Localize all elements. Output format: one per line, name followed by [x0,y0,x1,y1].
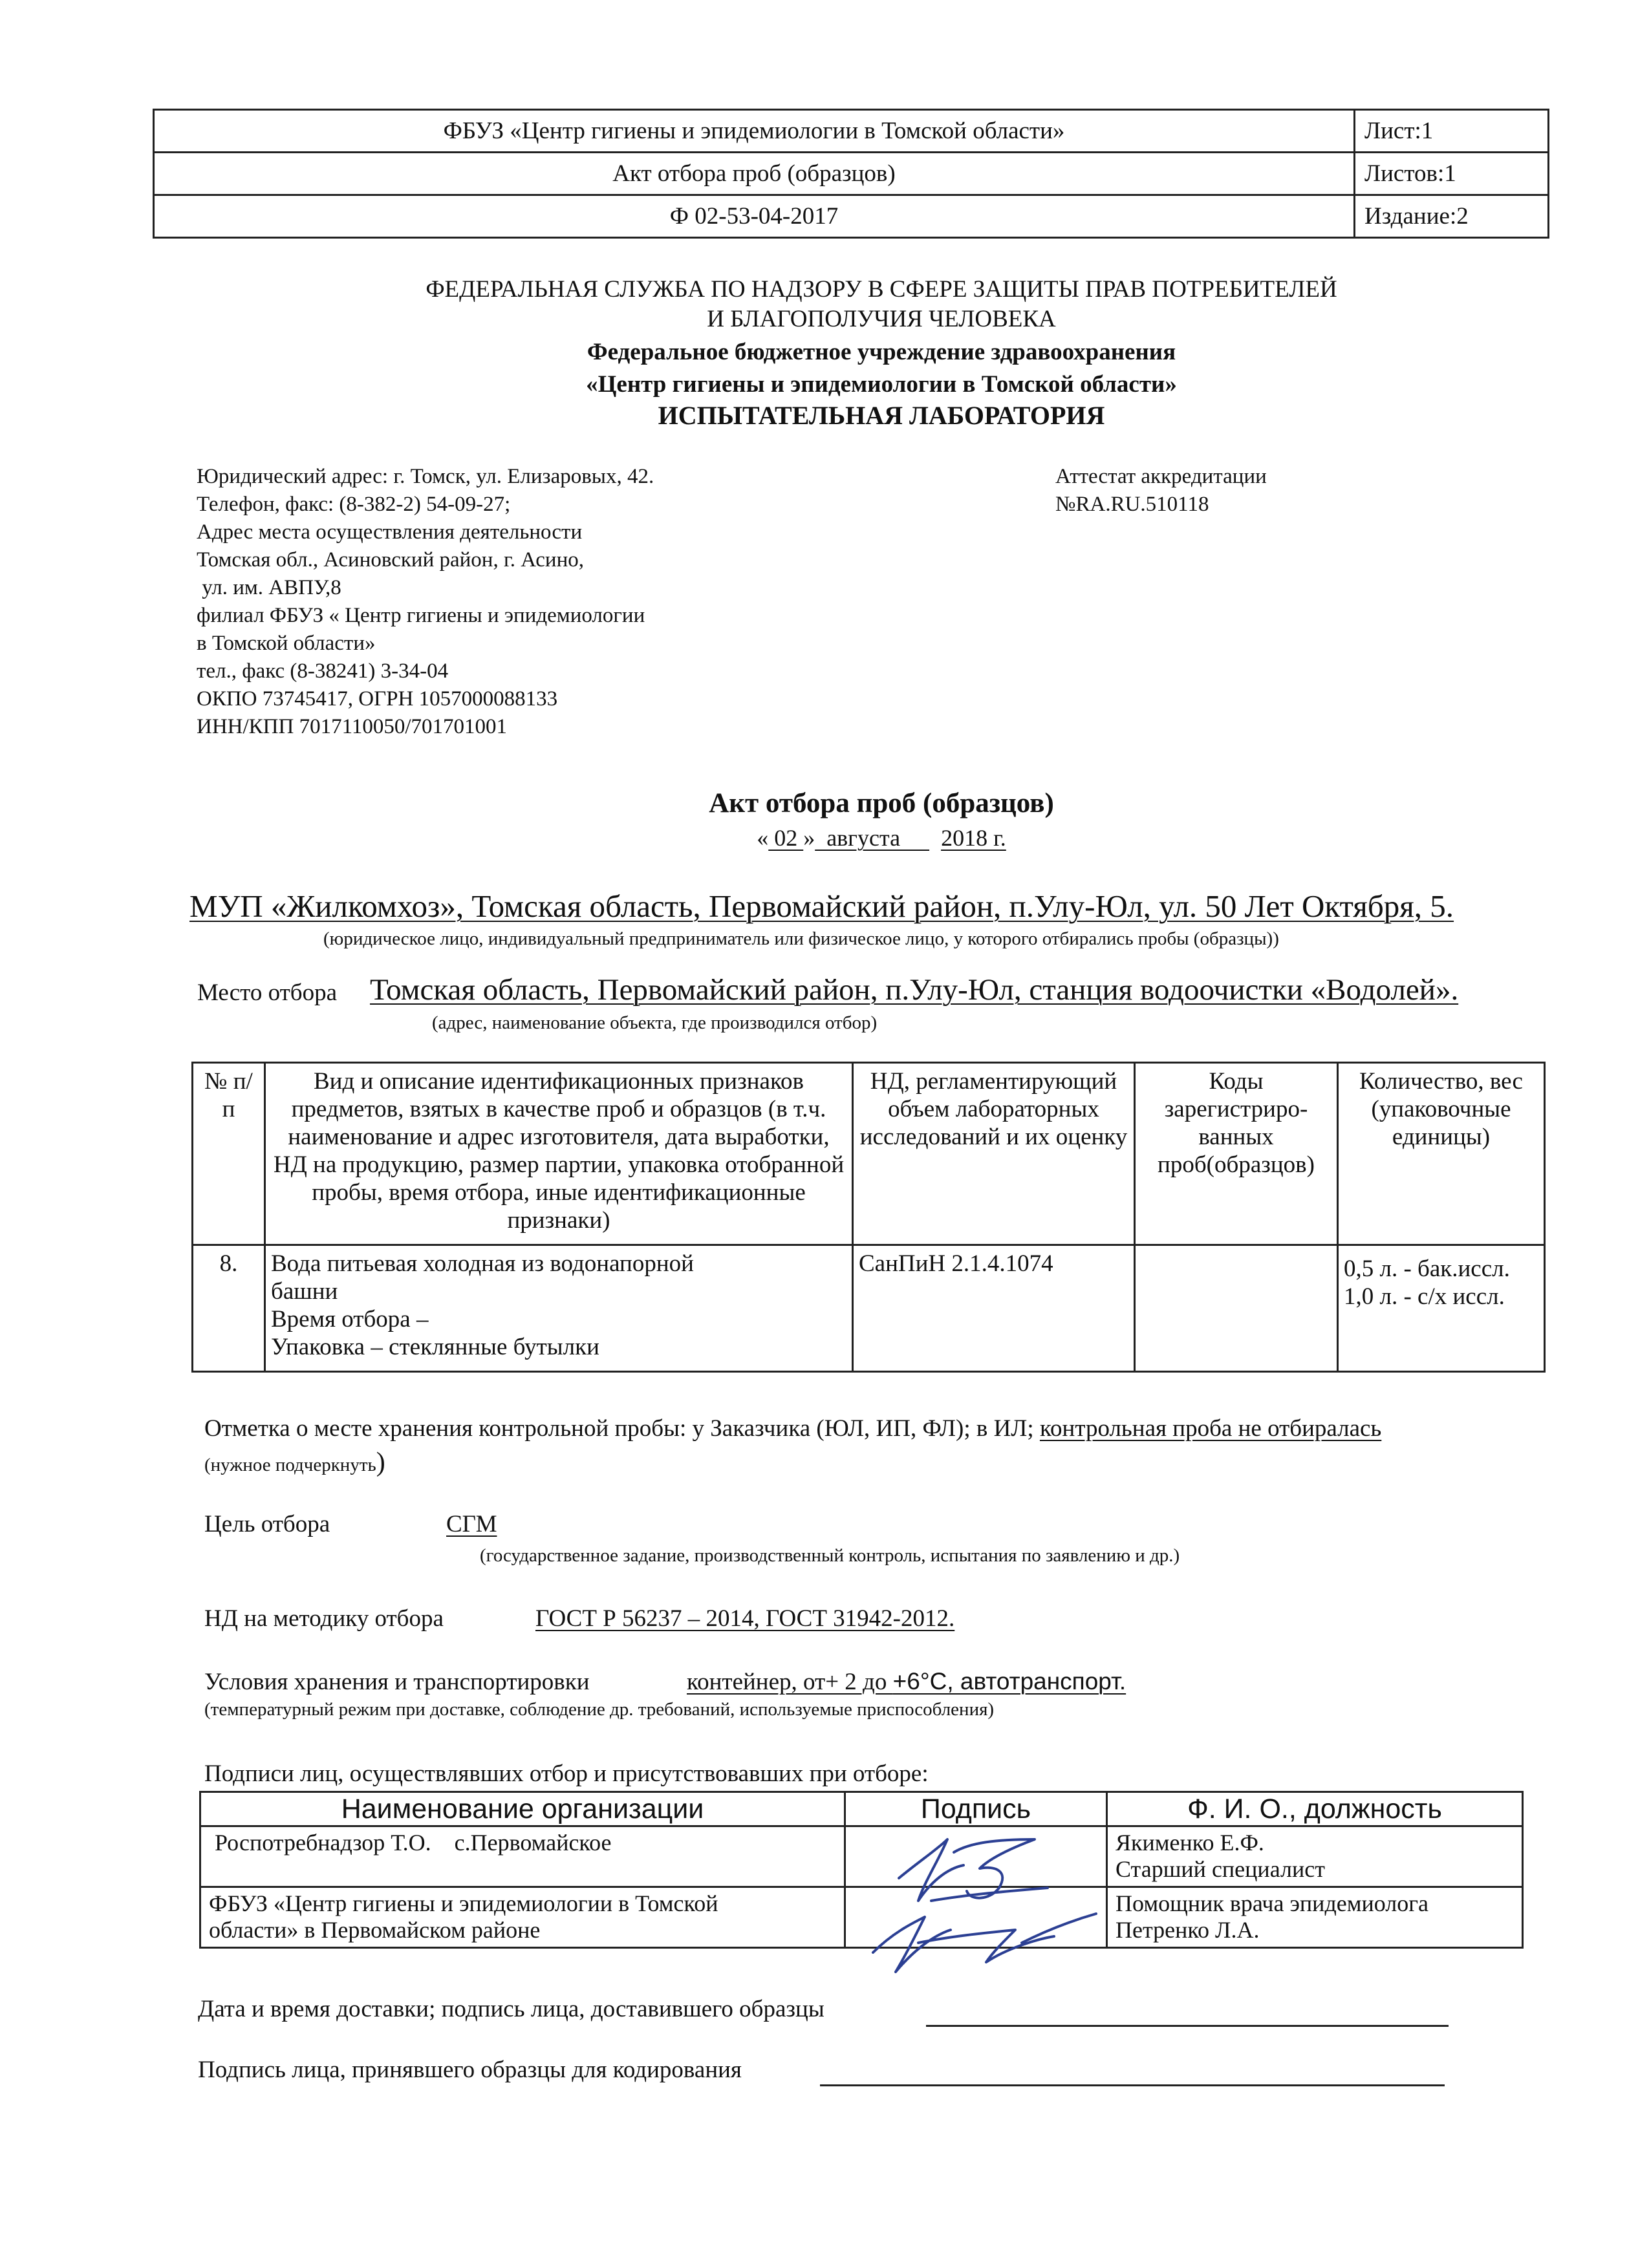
row-desc-line: Время отбора – [271,1306,429,1332]
control-sample-note [204,1447,385,1478]
col-header-num: № п/п [193,1063,265,1245]
accreditation-number: №RA.RU.510118 [1055,493,1209,516]
date-day: 02 [768,825,804,851]
act-date [0,824,1649,851]
coding-signature-line [820,2084,1445,2086]
samples-table [191,1062,1546,1373]
sign-name [1107,1887,1523,1948]
sign-header-name: Ф. И. О., должность [1107,1792,1523,1826]
sign-org [200,1887,845,1948]
place-label: Место отбора [197,979,338,1006]
sign-name-line: Петренко Л.А. [1116,1917,1260,1943]
row-num: 8. [193,1245,265,1372]
address-block [197,463,654,741]
entity-caption: (юридическое лицо, индивидуальный предприниматель или физическое лицо, у которого отбирались пробы (образцы)) [323,928,1279,949]
storage-value-b: +6°С, автотранспорт. [892,1668,1126,1695]
place-caption: (адрес, наименование объекта, где производился отбор) [432,1012,878,1033]
address-line: ОКПО 73745417, ОГРН 1057000088133 [197,687,558,711]
agency-line-3: Федеральное бюджетное учреждение здравоохранения [587,339,1176,365]
purpose-value: СГМ [446,1511,497,1537]
header-doc-title: Акт отбора проб (образцов) [154,153,1355,195]
storage-value [687,1668,1126,1696]
header-sheet: Лист:1 [1355,110,1549,153]
address-line: ул. им. АВПУ,8 [197,576,341,599]
row-codes [1135,1245,1338,1372]
col-header-nd: НД, регламентирующий объем лабораторных исследований и их оценку [853,1063,1135,1245]
purpose-caption: (государственное задание, производственный контроль, испытания по заявлению и др.) [480,1545,1180,1566]
sign-name [1107,1826,1523,1887]
address-line: Томская обл., Асиновский район, г. Асино, [197,548,584,572]
date-month: августа [815,825,930,851]
address-line: Юридический адрес: г. Томск, ул. Елизаровых, 42. [197,465,654,488]
row-desc [265,1245,853,1372]
sign-org-line: Роспотребнадзор Т.О. с.Первомайское [209,1830,612,1856]
delivery-signature-line [926,2025,1449,2027]
method-value: ГОСТ Р 56237 – 2014, ГОСТ 31942-2012. [535,1605,955,1632]
agency-line-4: «Центр гигиены и эпидемиологии в Томской области» [586,371,1177,398]
agency-line-2: И БЛАГОПОЛУЧИЯ ЧЕЛОВЕКА [707,306,1056,332]
storage-label: Условия хранения и транспортировки [204,1669,590,1695]
header-sheets: Листов:1 [1355,153,1549,195]
sign-header-org: Наименование организации [200,1792,845,1826]
control-sample-text: Отметка о месте хранения контрольной пробы: у Заказчика (ЮЛ, ИП, ФЛ); в ИЛ; [204,1415,1040,1442]
row-desc-line: Упаковка – стеклянные бутылки [271,1334,599,1360]
sign-name-line: Якименко Е.Ф. [1116,1830,1264,1856]
sign-org-line: области» в Первомайском районе [209,1917,541,1943]
sign-org-line: ФБУЗ «Центр гигиены и эпидемиологии в Томской [209,1890,718,1916]
header-org: ФБУЗ «Центр гигиены и эпидемиологии в Томской области» [154,110,1355,153]
row-desc-line: башни [271,1278,338,1305]
header-edition: Издание:2 [1355,195,1549,238]
agency-line-5: ИСПЫТАТЕЛЬНАЯ ЛАБОРАТОРИЯ [658,401,1105,430]
date-quote-open: « [757,825,769,851]
storage-value-a: контейнер, от+ 2 до [687,1669,893,1695]
address-line: филиал ФБУЗ « Центр гигиены и эпидемиологии [197,604,645,627]
storage-caption: (температурный режим при доставке, соблюдение др. требований, используемые приспособления) [204,1699,995,1720]
row-qty-line: 1,0 л. - с/х иссл. [1344,1283,1505,1310]
signature-1 [899,1839,1048,1901]
sign-name-line: Старший специалист [1116,1856,1325,1882]
col-header-codes: Коды зарегистриро-ванных проб(образцов) [1135,1063,1338,1245]
entity-value: МУП «Жилкомхоз», Томская область, Первомайский район, п.Улу-Юл, ул. 50 Лет Октября, 5. [189,888,1454,924]
row-nd: СанПиН 2.1.4.1074 [853,1245,1135,1372]
signature-2 [873,1914,1096,1972]
coding-label: Подпись лица, принявшего образцы для кодирования [198,2057,742,2083]
place-value: Томская область, Первомайский район, п.Улу-Юл, станция водоочистки «Водолей». [370,973,1459,1007]
method-label: НД на методику отбора [204,1605,444,1632]
control-sample-choice: контрольная проба не отбиралась [1039,1415,1382,1442]
act-title: Акт отбора проб (образцов) [709,788,1054,818]
row-desc-line: Вода питьевая холодная из водонапорной [271,1250,694,1277]
accreditation-label: Аттестат аккредитации [1055,465,1267,488]
control-sample-note-text: (нужное подчеркнуть [204,1455,376,1475]
col-header-qty: Количество, вес (упаковочные единицы) [1338,1063,1545,1245]
header-table [153,109,1549,239]
address-line: Телефон, факс: (8-382-2) 54-09-27; [197,493,511,516]
sign-header-sign: Подпись [845,1792,1107,1826]
address-line: ИНН/КПП 7017110050/701701001 [197,715,508,738]
table-row [193,1245,1545,1372]
col-header-desc: Вид и описание идентификационных признаков предметов, взятых в качестве проб и образцов (в т.ч. наименование и адрес изготовителя, дата выработки, НД на продукцию, размер партии, упаковка отобранной пробы, время отбора, иные идентификационные признаки) [265,1063,853,1245]
row-qty [1338,1245,1545,1372]
handwritten-signatures [841,1804,1151,1998]
signatures-title: Подписи лиц, осуществлявших отбор и присутствовавших при отборе: [204,1760,929,1787]
address-line: в Томской области» [197,632,376,655]
delivery-label: Дата и время доставки; подпись лица, доставившего образцы [198,1996,824,2022]
row-qty-line: 0,5 л. - бак.иссл. [1344,1256,1510,1282]
control-sample-note-close: ) [376,1448,385,1477]
address-line: тел., факс (8-38241) 3-34-04 [197,659,449,683]
control-sample-line [204,1415,1381,1442]
date-quote-close: » [803,825,815,851]
agency-line-1: ФЕДЕРАЛЬНАЯ СЛУЖБА ПО НАДЗОРУ В СФЕРЕ ЗАЩИТЫ ПРАВ ПОТРЕБИТЕЛЕЙ [426,276,1337,303]
sign-org [200,1826,845,1887]
address-line: Адрес места осуществления деятельности [197,520,583,544]
sign-name-line: Помощник врача эпидемиолога [1116,1890,1429,1916]
accreditation-block [1055,463,1267,519]
date-year: 2018 г. [941,825,1006,851]
header-form-code: Ф 02-53-04-2017 [154,195,1355,238]
purpose-label: Цель отбора [204,1511,330,1537]
